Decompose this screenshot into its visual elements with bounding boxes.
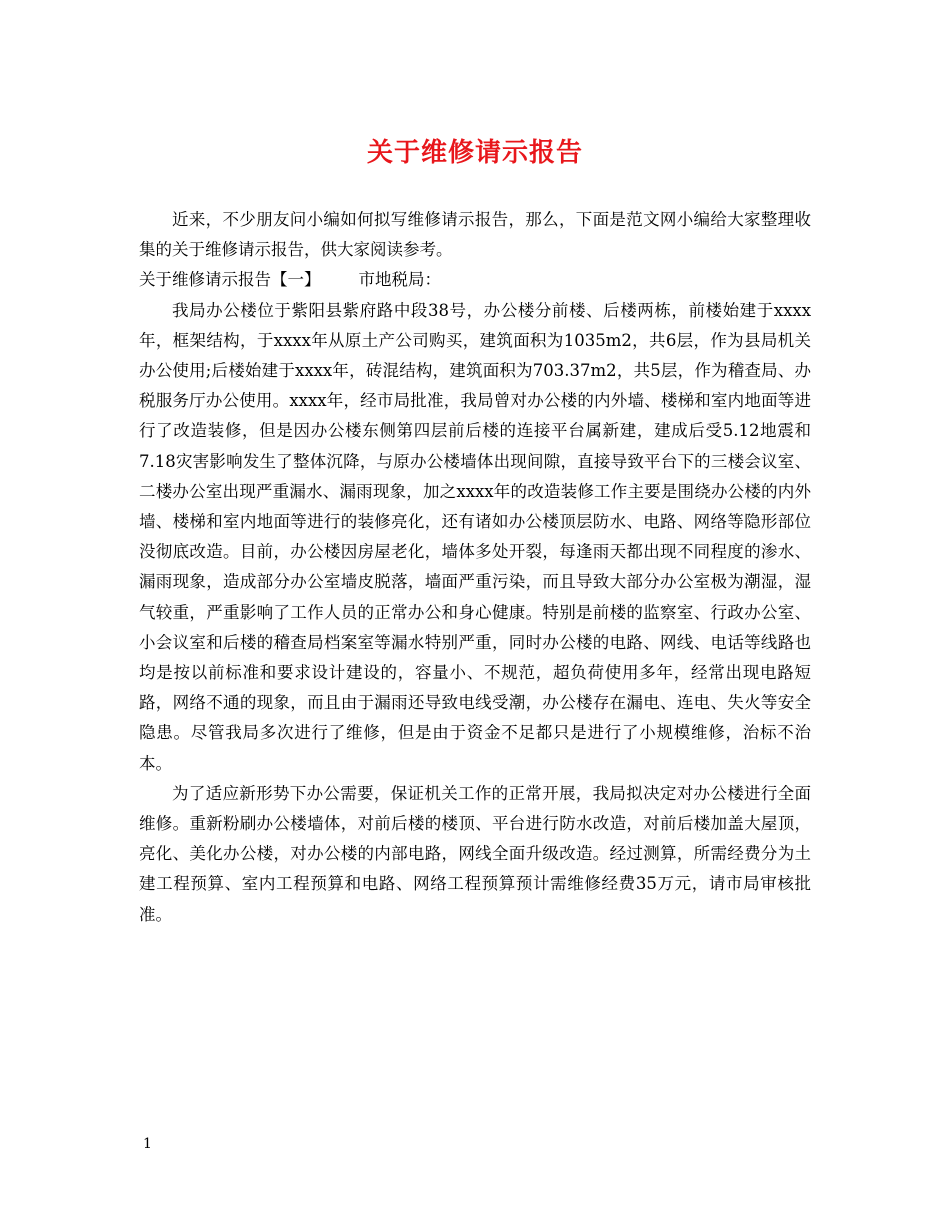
body-paragraph-2: 为了适应新形势下办公需要，保证机关工作的正常开展，我局拟决定对办公楼进行全面维修。重新粉刷办公楼墙体，对前后楼的楼顶、平台进行防水改造，对前后楼加盖大屋顶，亮化、美化办公楼，对办公楼的内部电路，网线全面升级改造。经过测算，所需经费分为土建工程预算、室内工程预算和电路、网络工程预算预计需维修经费35万元，请市局审核批准。	[139, 783, 811, 924]
intro-paragraph: 近来，不少朋友问小编如何拟写维修请示报告，那么，下面是范文网小编给大家整理收集的关于维修请示报告，供大家阅读参考。	[139, 210, 811, 260]
section-heading	[139, 265, 811, 295]
document-body	[139, 205, 811, 930]
document-title: 关于维修请示报告	[366, 138, 583, 168]
recipient: 市地税局：	[358, 270, 441, 290]
body-paragraph-1: 我局办公楼位于紫阳县紫府路中段38号，办公楼分前楼、后楼两栋，前楼始建于xxxx年，框架结构，于xxxx年从原土产公司购买，建筑面积为1035m2，共6层，作为县局机关办公使用;后楼始建于xxxx年，砖混结构，建筑面积为703.37m2，共5层，作为稽查局、办税服务厅办公使用。xxxx年，经市局批准，我局曾对办公楼的内外墙、楼梯和室内地面等进行了改造装修，但是因办公楼东侧第四层前后楼的连接平台属新建，建成后受5.12地震和7.18灾害影响发生了整体沉降，与原办公楼墙体出现间隙，直接导致平台下的三楼会议室、二楼办公室出现严重漏水、漏雨现象，加之xxxx年的改造装修工作主要是围绕办公楼的内外墙、楼梯和室内地面等进行的装修亮化，还有诸如办公楼顶层防水、电路、网络等隐形部位没彻底改造。目前，办公楼因房屋老化，墙体多处开裂，每逢雨天都出现不同程度的渗水、漏雨现象，造成部分办公室墙皮脱落，墙面严重污染，而且导致大部分办公室极为潮湿，湿气较重，严重影响了工作人员的正常办公和身心健康。特别是前楼的监察室、行政办公室、小会议室和后楼的稽查局档案室等漏水特别严重，同时办公楼的电路、网线、电话等线路也均是按以前标准和要求设计建设的，容量小、不规范，超负荷使用多年，经常出现电路短路，网络不通的现象，而且由于漏雨还导致电线受潮，办公楼存在漏电、连电、失火等安全隐患。尽管我局多次进行了维修，但是由于资金不足都只是进行了小规模维修，治标不治本。	[139, 300, 811, 773]
section-label: 关于维修请示报告【一】	[139, 270, 321, 290]
page-number: 1	[143, 1136, 152, 1152]
